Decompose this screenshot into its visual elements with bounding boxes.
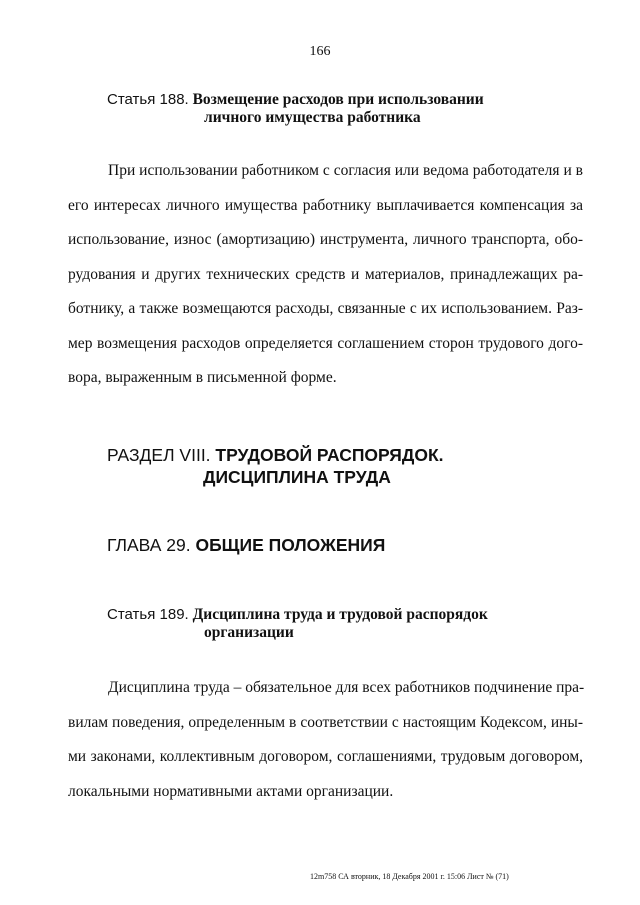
chapter-label: ГЛАВА 29. [107,535,191,555]
section-heading [107,444,444,488]
text-line: использование, износ (амортизацию) инструмента, личного транспорта, обо- [68,231,583,248]
section-title-line1: ТРУДОВОЙ РАСПОРЯДОК. [215,445,444,465]
article-188-title-line1: Возмещение расходов при использовании [192,91,484,108]
page-number: 166 [309,44,331,59]
text-line: При использовании работником с согласия или ведома работодателя и в [108,162,583,179]
article-189-title-line1: Дисциплина труда и трудовой распорядок [192,606,488,623]
article-188-title-line2: личного имущества работника [204,109,421,126]
text-line: Дисциплина труда – обязательное для всех работников подчинение пра- [108,679,585,696]
article-189-label: Статья 189. [107,606,189,623]
chapter-title: ОБЩИЕ ПОЛОЖЕНИЯ [195,535,386,555]
article-189-text [68,671,583,809]
section-title-line2: ДИСЦИПЛИНА ТРУДА [203,467,391,487]
article-188-heading [107,91,484,127]
text-line: его интересах личного имущества работнику выплачивается компенсация за [68,196,583,214]
section-label: РАЗДЕЛ VIII. [107,445,211,465]
article-189-heading [107,606,488,642]
text-line: вора, выраженным в письменной форме. [68,369,337,386]
article-189-title-line2: организации [204,624,294,641]
print-footer: 12m758 СА вторник, 18 Декабря 2001 г. 15:06 Лист № (71) [310,872,509,881]
text-line: рудования и других технических средств и материалов, принадлежащих ра- [68,265,583,283]
text-line: ми законами, коллективным договором, соглашениями, трудовым договором, [68,748,583,765]
text-line: мер возмещения расходов определяется соглашением сторон трудового дого- [68,334,583,352]
article-188-text [68,154,583,396]
chapter-heading [107,534,385,556]
text-line: вилам поведения, определенным в соответствии с настоящим Кодексом, ины- [68,713,583,731]
text-line: ботнику, а также возмещаются расходы, связанные с их использованием. Раз- [68,300,583,317]
text-line: локальными нормативными актами организации. [68,782,394,800]
article-188-label: Статья 188. [107,91,189,108]
